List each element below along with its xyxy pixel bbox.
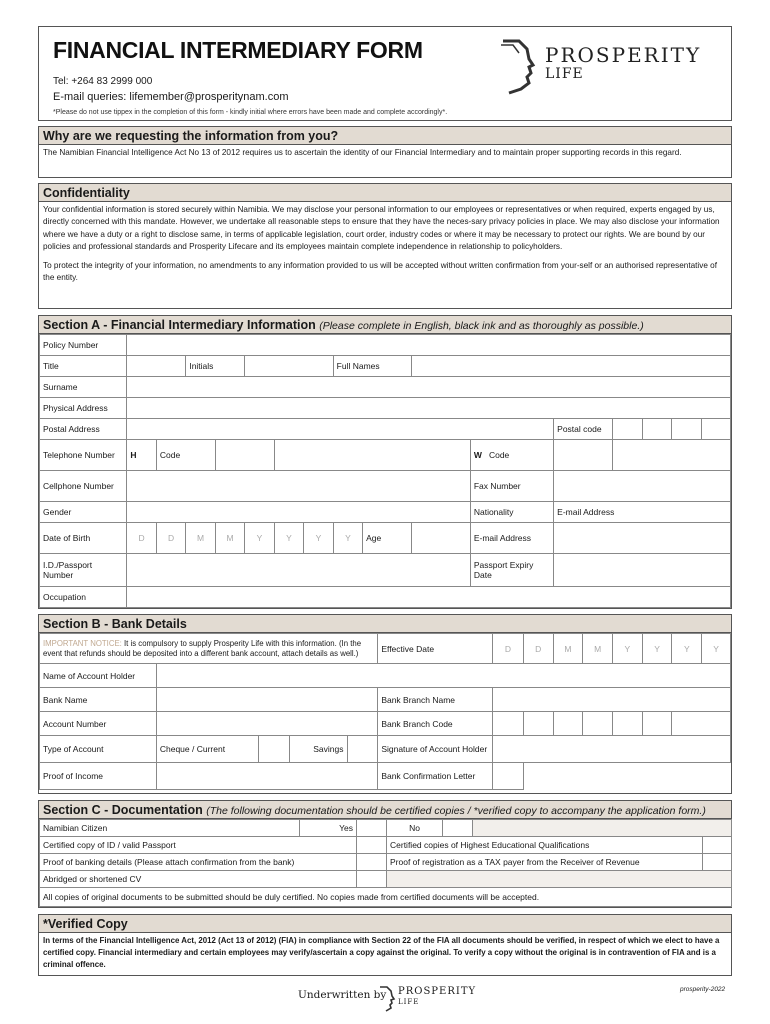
- footer-logo-word1: PROSPERITY: [398, 986, 477, 997]
- signature-field[interactable]: [493, 736, 731, 763]
- initials-field[interactable]: [245, 356, 333, 377]
- why-heading: Why are we requesting the information from you?: [39, 127, 731, 145]
- branch-code-box-1[interactable]: [493, 712, 524, 736]
- proof-tax-label: Proof of registration as a TAX payer from the Receiver of Revenue: [387, 854, 703, 871]
- savings-checkbox[interactable]: [347, 736, 378, 763]
- physical-address-field[interactable]: [127, 398, 731, 419]
- section-c-title: Section C - Documentation: [43, 803, 203, 817]
- branch-name-field[interactable]: [493, 688, 731, 712]
- postal-code-box-3[interactable]: [672, 419, 701, 440]
- age-label: Age: [363, 523, 412, 554]
- telephone-w-code-field[interactable]: [554, 440, 613, 471]
- citizen-filler: [473, 820, 732, 837]
- account-holder-field[interactable]: [156, 664, 730, 688]
- face-profile-icon: [499, 39, 543, 95]
- proof-tax-checkbox[interactable]: [703, 854, 732, 871]
- section-a-table: [39, 334, 731, 608]
- telephone-label: Telephone Number: [40, 440, 127, 471]
- dob-day-1[interactable]: D: [127, 523, 156, 554]
- telephone-h-code-field[interactable]: [215, 440, 274, 471]
- dob-year-1[interactable]: Y: [245, 523, 274, 554]
- confidentiality-paragraph-2: To protect the integrity of your information, no amendments to any information provided to us will be accepted without written confirmation from your-self or an authorised representative of the entity.: [43, 261, 717, 283]
- form-header: [38, 26, 732, 121]
- telephone-w-number-field[interactable]: [613, 440, 731, 471]
- effective-year-2[interactable]: Y: [642, 634, 672, 664]
- verified-copy-heading: *Verified Copy: [39, 915, 731, 933]
- section-b-table: [39, 633, 731, 790]
- passport-expiry-field[interactable]: [554, 554, 731, 587]
- proof-income-field[interactable]: [156, 763, 377, 790]
- branch-code-box-6[interactable]: [642, 712, 672, 736]
- surname-label: Surname: [40, 377, 127, 398]
- postal-code-box-4[interactable]: [701, 419, 731, 440]
- title-label: Title: [40, 356, 127, 377]
- prosperity-life-logo: [499, 39, 729, 95]
- important-notice-text: It is compulsory to supply Prosperity Life with this information. (In the event that refunds should be deposited into a different bank account, attach details as well.): [43, 638, 362, 658]
- no-checkbox[interactable]: [443, 820, 473, 837]
- section-c-heading: [39, 801, 731, 819]
- dob-label: Date of Birth: [40, 523, 127, 554]
- account-number-label: Account Number: [40, 712, 157, 736]
- effective-year-4[interactable]: Y: [702, 634, 731, 664]
- section-c-subtitle: (The following documentation should be certified copies / *verified copy to accompany the application form.): [206, 805, 706, 817]
- cheque-current-label: Cheque / Current: [156, 736, 259, 763]
- effective-year-1[interactable]: Y: [613, 634, 643, 664]
- branch-name-label: Bank Branch Name: [378, 688, 493, 712]
- telephone-h-number-field[interactable]: [274, 440, 470, 471]
- surname-field[interactable]: [127, 377, 731, 398]
- why-text: The Namibian Financial Intelligence Act No 13 of 2012 requires us to ascertain the identity of our Financial Intermediary and to maintain proper supporting records in this regard.: [43, 148, 682, 157]
- namibian-citizen-label: Namibian Citizen: [40, 820, 300, 837]
- account-number-field[interactable]: [156, 712, 377, 736]
- telephone-h-code-label: Code: [156, 440, 215, 471]
- branch-code-box-2[interactable]: [523, 712, 553, 736]
- postal-code-label: Postal code: [554, 419, 613, 440]
- physical-address-label: Physical Address: [40, 398, 127, 419]
- form-reference: prosperity-2022: [680, 986, 726, 993]
- telephone-h-label: H: [127, 440, 156, 471]
- account-holder-label: Name of Account Holder: [40, 664, 157, 688]
- age-field[interactable]: [411, 523, 470, 554]
- telephone-w-label: W: [473, 450, 482, 460]
- fax-number-label: Fax Number: [470, 471, 553, 502]
- savings-label: Savings: [290, 736, 347, 763]
- copies-note: All copies of original documents to be submitted should be duly certified. No copies made from certified documents will be accepted.: [40, 888, 732, 907]
- gender-field[interactable]: [127, 502, 470, 523]
- confidentiality-section: [38, 183, 732, 309]
- effective-month-1[interactable]: M: [553, 634, 583, 664]
- yes-checkbox[interactable]: [357, 820, 387, 837]
- face-profile-icon: [378, 986, 396, 1012]
- dob-year-3[interactable]: Y: [304, 523, 333, 554]
- occupation-field[interactable]: [127, 587, 731, 608]
- effective-date-label: Effective Date: [378, 634, 493, 664]
- proof-income-label: Proof of Income: [40, 763, 157, 790]
- signature-label: Signature of Account Holder: [378, 736, 493, 763]
- certified-qual-label: Certified copies of Highest Educational Qualifications: [387, 837, 703, 854]
- header-note: *Please do not use tippex in the completion of this form - kindly initial where errors have been made and complete accordingly*.: [53, 109, 448, 116]
- certified-id-checkbox[interactable]: [357, 837, 387, 854]
- effective-year-3[interactable]: Y: [672, 634, 702, 664]
- header-telephone: Tel: +264 83 2999 000: [53, 76, 153, 87]
- gender-label: Gender: [40, 502, 127, 523]
- why-section: [38, 126, 732, 178]
- full-names-field[interactable]: [411, 356, 730, 377]
- certified-id-label: Certified copy of ID / valid Passport: [40, 837, 357, 854]
- footer-logo-word2: LIFE: [398, 998, 420, 1006]
- occupation-label: Occupation: [40, 587, 127, 608]
- branch-code-box-7[interactable]: [672, 712, 731, 736]
- footer: [0, 986, 770, 1016]
- branch-code-label: Bank Branch Code: [378, 712, 493, 736]
- postal-address-label: Postal Address: [40, 419, 127, 440]
- postal-address-field[interactable]: [127, 419, 554, 440]
- logo-word-prosperity: PROSPERITY: [545, 43, 702, 67]
- id-passport-label: I.D./Passport Number: [40, 554, 127, 587]
- footer-logo: [376, 986, 486, 1012]
- bank-confirmation-checkbox[interactable]: [493, 763, 524, 790]
- section-c-table: [39, 819, 732, 907]
- effective-month-2[interactable]: M: [583, 634, 613, 664]
- section-a: [38, 315, 732, 609]
- postal-code-box-1[interactable]: [613, 419, 642, 440]
- id-passport-field[interactable]: [127, 554, 470, 587]
- effective-day-2[interactable]: D: [523, 634, 553, 664]
- certified-qual-checkbox[interactable]: [703, 837, 732, 854]
- bank-confirmation-label: Bank Confirmation Letter: [378, 763, 493, 790]
- verified-copy-text: In terms of the Financial Intelligence Act, 2012 (Act 13 of 2012) (FIA) in compliance with Section 22 of the FIA all documents should be verified, in respect of which we elect to have a certified copy. Financial intermediary and certain employees may verify/ascertain a copy against the original. To verify a copy without the original is in contravention of FIA and is a criminal offence.: [43, 936, 720, 969]
- dob-month-2[interactable]: M: [215, 523, 244, 554]
- section-a-title: Section A - Financial Intermediary Information: [43, 318, 316, 332]
- initials-label: Initials: [186, 356, 245, 377]
- section-b-heading: Section B - Bank Details: [39, 615, 731, 633]
- postal-code-box-2[interactable]: [642, 419, 671, 440]
- type-of-account-label: Type of Account: [40, 736, 157, 763]
- empty-cell: [523, 763, 730, 790]
- email-address-field-2[interactable]: [554, 523, 731, 554]
- underwritten-by: Underwritten by: [298, 989, 387, 1001]
- proof-banking-label: Proof of banking details (Please attach confirmation from the bank): [40, 854, 357, 871]
- form-title: FINANCIAL INTERMEDIARY FORM: [53, 37, 423, 63]
- branch-code-box-5[interactable]: [613, 712, 643, 736]
- section-c: [38, 800, 732, 908]
- dob-month-1[interactable]: M: [186, 523, 215, 554]
- full-names-label: Full Names: [333, 356, 411, 377]
- dob-day-2[interactable]: D: [156, 523, 185, 554]
- telephone-w-code-label: Code: [488, 450, 510, 460]
- proof-banking-checkbox[interactable]: [357, 854, 387, 871]
- confidentiality-paragraph-1: Your confidential information is stored securely within Namibia. We may disclose your personal information to our employees or representatives or when required, experts engaged by us, directly concerned with this mandate. However, we undertake all reasonable steps to ensure that they have the neces-sary privacy policies in place. We may also disclose your information where we have a duty or a right to disclose same, in terms of applicable legislation, court order, industry codes or where it may be necessary to protect our rights. We are bound by our policies and professional standards and Prosperity Lifecare and its employees maintain complete independence in relationship to policyholders.: [43, 205, 720, 251]
- effective-day-1[interactable]: D: [493, 634, 524, 664]
- important-notice-label: IMPORTANT NOTICE:: [43, 638, 122, 648]
- cellphone-label: Cellphone Number: [40, 471, 127, 502]
- dob-year-4[interactable]: Y: [333, 523, 362, 554]
- verified-copy-section: [38, 914, 732, 976]
- policy-number-label: Policy Number: [40, 335, 127, 356]
- yes-label: Yes: [300, 820, 357, 837]
- email-address-label-1: E-mail Address: [557, 507, 615, 517]
- logo-word-life: LIFE: [545, 66, 584, 82]
- abridged-cv-label: Abridged or shortened CV: [40, 871, 357, 888]
- header-email: E-mail queries: lifemember@prosperitynam.com: [53, 91, 289, 103]
- section-a-subtitle: (Please complete in English, black ink and as thoroughly as possible.): [319, 320, 644, 332]
- dob-year-2[interactable]: Y: [274, 523, 303, 554]
- section-b: [38, 614, 732, 794]
- confidentiality-heading: Confidentiality: [39, 184, 731, 202]
- policy-number-field[interactable]: [127, 335, 731, 356]
- fax-number-field[interactable]: [554, 471, 731, 502]
- cellphone-field[interactable]: [127, 471, 470, 502]
- cv-filler: [387, 871, 732, 888]
- passport-expiry-label: Passport Expiry Date: [470, 554, 553, 587]
- email-address-field-1[interactable]: [554, 502, 731, 523]
- branch-code-box-3[interactable]: [553, 712, 583, 736]
- email-address-label-2: E-mail Address: [470, 523, 553, 554]
- important-notice: [40, 634, 378, 664]
- telephone-w-group: [470, 440, 553, 471]
- nationality-label: Nationality: [470, 502, 553, 523]
- bank-name-field[interactable]: [156, 688, 377, 712]
- branch-code-box-4[interactable]: [583, 712, 613, 736]
- no-label: No: [387, 820, 443, 837]
- cheque-current-checkbox[interactable]: [259, 736, 290, 763]
- abridged-cv-checkbox[interactable]: [357, 871, 387, 888]
- bank-name-label: Bank Name: [40, 688, 157, 712]
- section-a-heading: [39, 316, 731, 334]
- title-field[interactable]: [127, 356, 186, 377]
